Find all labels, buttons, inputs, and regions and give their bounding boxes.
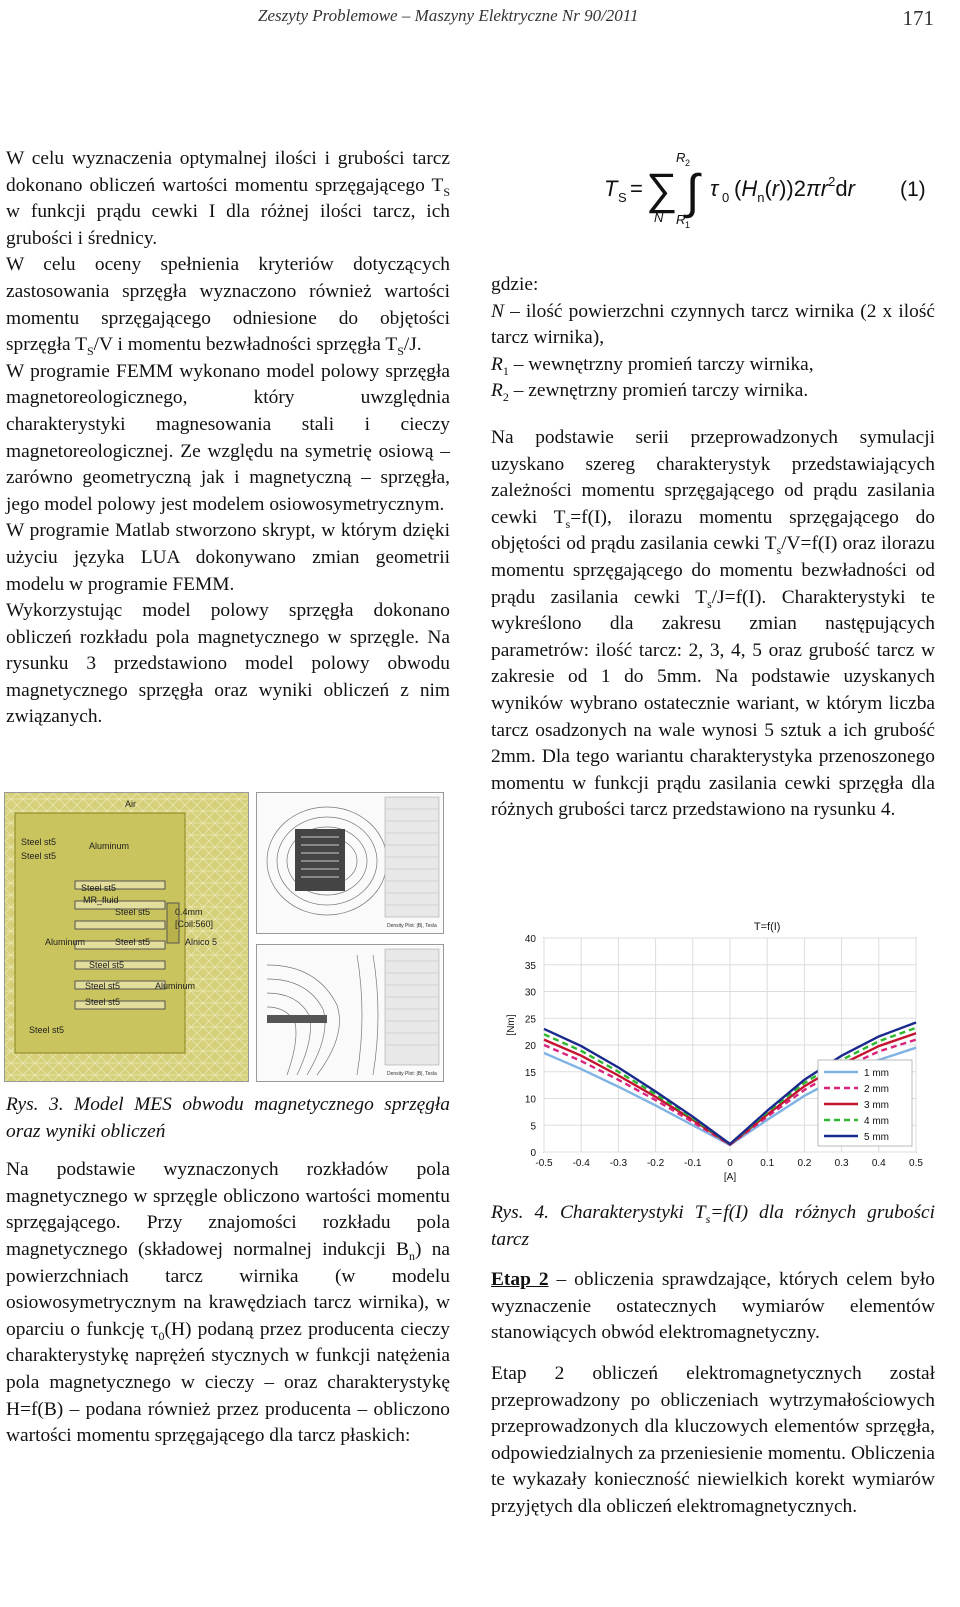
x-tick-label: -0.2 xyxy=(646,1158,665,1169)
legend-label: 5 mm xyxy=(864,1132,889,1143)
x-tick-label: -0.1 xyxy=(684,1158,702,1169)
chart-svg xyxy=(500,912,940,1190)
eq-tau-sub: 0 xyxy=(722,190,730,205)
etap-label: Etap 2 xyxy=(491,1269,549,1291)
fem-label: Steel st5 xyxy=(89,960,125,970)
page-header xyxy=(0,6,960,40)
fem-label: Alnico 5 xyxy=(185,937,218,947)
legend-title: Density Plot: |B|, Tesla xyxy=(387,1071,437,1077)
eq-rest: $(H_n(r))2\pi r^2dr$ xyxy=(734,174,855,205)
torque-chart xyxy=(500,912,940,1190)
x-tick-label: 0.4 xyxy=(871,1158,886,1169)
y-tick-label: 10 xyxy=(524,1094,536,1106)
paragraph: Na podstawie wyznaczonych rozkładów pola magnetycznego w sprzęgle obliczono wartości momentu sprzęgającego. Przy znajomości rozkładu pola magnetycznego (składowej normalnej indukcji $B_n$) na powierzchniach tarcz wirnika (w modelu osiowosymetrycznym na krawędziach tarcz wirnika), w oparciu o funkcję $\tau_0(H)$ podaną przez producenta cieczy charakterystykę naprężeń stycznych w funkcji natężenia pola magnetycznego w cieczy – oraz charakterystykę H=f(B) – podana również przez producenta – obliczono wartości momentu sprzęgającego dla tarcz płaskich: xyxy=(6,1159,451,1447)
chart-title: T=f(I) xyxy=(753,921,781,933)
y-tick-label: 25 xyxy=(524,1014,536,1026)
y-axis-label: [Nm] xyxy=(506,1014,517,1036)
eq-upper: R xyxy=(676,150,686,165)
eq-lower-sub: 1 xyxy=(685,220,691,230)
eq-upper-sub: 2 xyxy=(685,158,691,168)
paragraph: W celu wyznaczenia optymalnej ilości i grubości tarcz dokonano obliczeń wartości momentu sprzęgającego $T_S$ w funkcji prądu cewki I dla różnej ilości tarcz, ich grubości i średnicy. xyxy=(6,148,450,249)
fem-mesh-drawing xyxy=(5,793,248,1081)
y-tick-label: 5 xyxy=(530,1121,536,1133)
fem-label: [Coil:560] xyxy=(175,919,214,929)
fem-label: Steel st5 xyxy=(85,997,121,1007)
x-tick-label: 0.3 xyxy=(834,1158,849,1169)
y-tick-label: 35 xyxy=(524,960,536,972)
fem-label: Aluminum xyxy=(155,981,196,991)
eq-equals: = xyxy=(630,176,643,201)
equation-1 xyxy=(560,148,950,232)
y-tick-label: 20 xyxy=(524,1041,536,1052)
eq-integral: ∫ xyxy=(686,166,700,219)
fem-label: Aluminum xyxy=(45,937,86,947)
gdzie-label: gdzie: xyxy=(491,274,539,295)
definition-item: $R_2$ – zewnętrzny promień tarczy wirnika. xyxy=(491,380,809,405)
fem-label: MR_fluid xyxy=(83,895,119,905)
paragraph: Na podstawie serii przeprowadzonych symulacji uzyskano szereg charakterystyk przedstawiających zależności momentu sprzęgającego od prądu zasilania cewki $T_s=f(I)$, ilorazu momentu sprzęgającego do objętości od prądu zasilania cewki $T_s/V=f(I)$ oraz ilorazu momentu sprzęgającego do momentu bezwładności od prądu zasilania cewki $T_s/J=f(I)$. Charakterystyki te wykreślono dla zakresu zmian następujących parametrów: ilość tarcz: 2, 3, 4, 5 oraz grubość tarcz w zakresie od 1 do 5mm. Na podstawie uzyskanych wyników wybrano ostatecznie wariant, w którym liczba tarcz osadzonych na wale wynosi 5 sztuk a ich grubość 2mm. Dla tego wariantu charakterystyka przenoszonego momentu w funkcji prądu zasilania cewki sprzęgła dla różnych grubości tarcz przedstawiono na rysunku 4. xyxy=(491,426,935,821)
x-axis-label: [A] xyxy=(723,1172,737,1183)
eq-number: (1) xyxy=(900,178,926,201)
right-column-bottom xyxy=(491,1200,935,1521)
x-tick-label: -0.4 xyxy=(572,1158,590,1169)
right-column-top xyxy=(491,272,935,824)
fem-label: Steel st5 xyxy=(115,937,151,947)
eq-sum: ∑ xyxy=(646,165,678,214)
y-tick-label: 15 xyxy=(524,1067,536,1079)
eq-lhs: T xyxy=(604,176,618,201)
flux-density-plot-2 xyxy=(256,944,444,1082)
fem-label: Steel st5 xyxy=(29,1025,65,1035)
legend-label: 3 mm xyxy=(864,1100,889,1111)
y-tick-label: 40 xyxy=(524,934,536,945)
paragraph: W celu oceny spełnienia kryteriów dotyczących zastosowania sprzęgła wyznaczono również wartości momentu sprzęgającego odniesione do objętości sprzęgła $T_S/V$ i momentu bezwładności sprzęgła $T_S/J$. xyxy=(6,254,450,359)
paragraph: W programie FEMM wykonano model polowy sprzęgła magnetoreologicznego, który uwzględnia charakterystyki magnesowania stali i cieczy magnetoreologicznej. Ze względu na symetrię osiową – zarówno geometryczną jak i magnetyczną – sprzęgła, jego model polowy jest modelem osiowosymetrycznym. xyxy=(6,360,450,515)
x-tick-label: -0.3 xyxy=(609,1158,628,1169)
paragraph: Etap 2 obliczeń elektromagnetycznych został przeprowadzony po obliczeniach wytrzymałościowych przeprowadzonych dla kluczowych elementów sprzęgła, odpowiedzialnych za przeniesienie momentu. Obliczenia te wykazały konieczność niewielkich korekt wymiarów przyjętych dla obliczeń elektromagnetycznych. xyxy=(491,1362,935,1517)
paragraph: Wykorzystując model polowy sprzęgła dokonano obliczeń rozkładu pola magnetycznego w sprzęgle. Na rysunku 3 przedstawiono model polowy obwodu magnetycznego sprzęgła oraz wyniki obliczeń z nim związanych. xyxy=(6,600,450,728)
fem-label: 0.4mm xyxy=(175,907,203,917)
fem-label: Steel st5 xyxy=(21,837,57,847)
definition-item: $R_1$ – wewnętrzny promień tarczy wirnika, xyxy=(491,353,814,378)
x-tick-label: 0 xyxy=(727,1158,733,1169)
figure-4-caption: Rys. 4. Charakterystyki $T_s=f(I)$ dla różnych grubości tarcz xyxy=(491,1202,935,1250)
fem-mesh-figure xyxy=(4,792,249,1082)
eq-tau: τ xyxy=(710,176,719,201)
flux-plot-drawing-2 xyxy=(257,945,443,1081)
legend-label: 4 mm xyxy=(864,1116,889,1127)
equation-drawing xyxy=(560,148,950,232)
legend-label: 1 mm xyxy=(864,1068,889,1079)
legend-label: 2 mm xyxy=(864,1084,889,1095)
legend-title: Density Plot: |B|, Tesla xyxy=(387,923,437,929)
eq-lhs-sub: S xyxy=(618,190,627,205)
y-tick-label: 30 xyxy=(524,987,536,999)
y-tick-label: 0 xyxy=(530,1148,536,1159)
fem-label: Steel st5 xyxy=(115,907,151,917)
flux-plot-drawing-1 xyxy=(257,793,443,933)
journal-title: Zeszyty Problemowe – Maszyny Elektryczne Nr 90/2011 xyxy=(258,6,639,25)
x-tick-label: 0.5 xyxy=(909,1158,923,1169)
paragraph: W programie Matlab stworzono skrypt, w którym dzięki użyciu języka LUA dokonywano zmian geometrii modelu w programie FEMM. xyxy=(6,520,450,595)
fem-label: Steel st5 xyxy=(81,883,117,893)
figure-3-caption: Rys. 3. Model MES obwodu magnetycznego sprzęgła oraz wyniki obliczeń xyxy=(6,1094,450,1142)
fem-label: Steel st5 xyxy=(21,851,57,861)
left-column-top xyxy=(6,146,450,731)
fem-label: Aluminum xyxy=(89,841,130,851)
eq-lower: R xyxy=(676,212,686,227)
fem-label: Air xyxy=(125,799,136,809)
x-tick-label: 0.1 xyxy=(760,1158,775,1169)
paragraph: Etap 2 – obliczenia sprawdzające, których celem było wyznaczenie ostatecznych wymiarów elementów stanowiących obwód elektromagnetyczny. xyxy=(491,1269,935,1344)
flux-density-plot-1 xyxy=(256,792,444,934)
definition-item: N – ilość powierzchni czynnych tarcz wirnika (2 x ilość tarcz wirnika), xyxy=(491,300,935,349)
fem-label: Steel st5 xyxy=(85,981,121,991)
left-column-bottom xyxy=(6,1092,450,1450)
eq-sum-sub: N xyxy=(654,210,664,225)
x-tick-label: -0.5 xyxy=(535,1158,553,1169)
page-number: 171 xyxy=(902,6,934,30)
x-tick-label: 0.2 xyxy=(797,1158,812,1169)
